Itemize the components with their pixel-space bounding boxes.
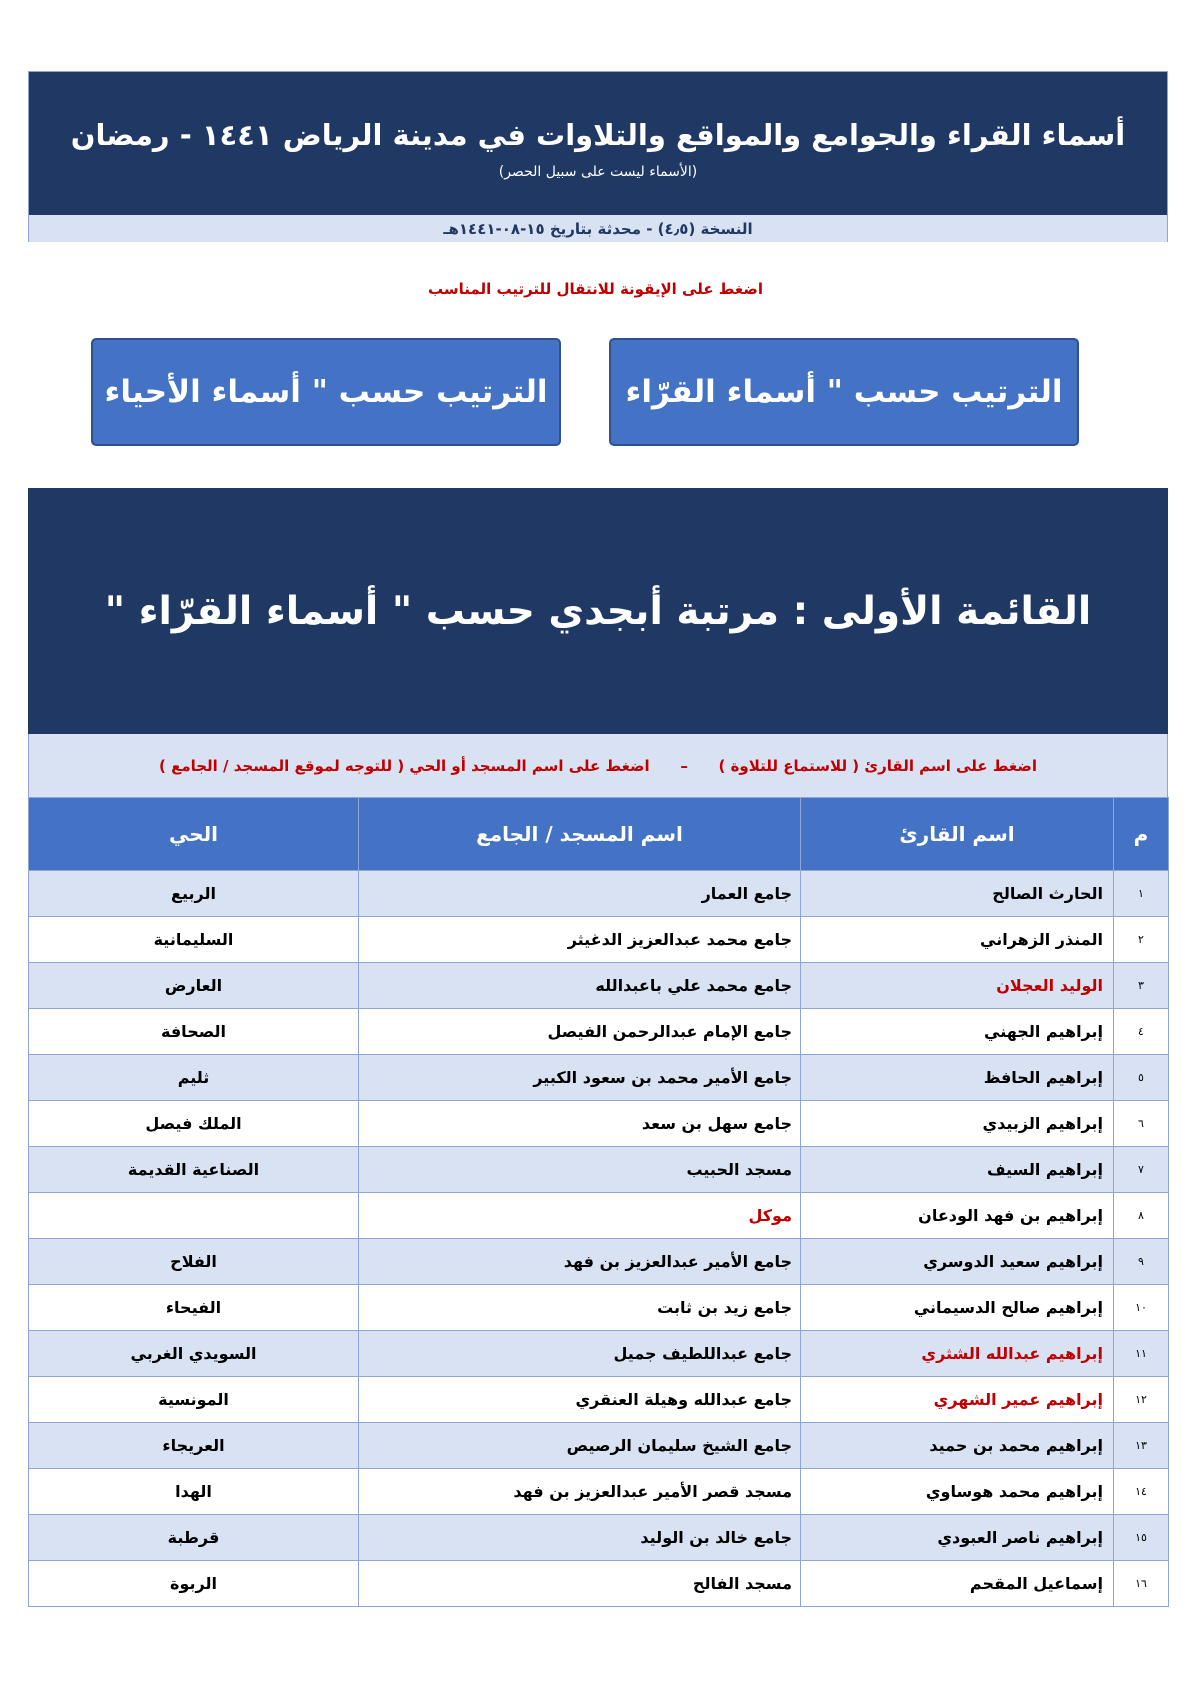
table-row — [29, 963, 1169, 1009]
row-number: ١٣ — [1114, 1423, 1169, 1469]
table-row — [29, 917, 1169, 963]
mosque-hint: اضغط على اسم المسجد أو الحي ( للتوجه لموقع المسجد / الجامع ) — [159, 756, 650, 775]
mosque-name[interactable]: جامع عبداللطيف جميل — [359, 1331, 801, 1377]
district-name[interactable]: قرطبة — [29, 1515, 359, 1561]
page-subtitle: (الأسماء ليست على سبيل الحصر) — [498, 163, 698, 180]
document-header — [28, 71, 1168, 242]
column-header-reader: اسم القارئ — [801, 798, 1114, 871]
district-name[interactable]: الفيحاء — [29, 1285, 359, 1331]
reader-name[interactable]: إبراهيم ناصر العبودي — [801, 1515, 1114, 1561]
mosque-name[interactable]: جامع عبدالله وهيلة العنقري — [359, 1377, 801, 1423]
row-number: ٣ — [1114, 963, 1169, 1009]
district-name[interactable]: السويدي الغربي — [29, 1331, 359, 1377]
mosque-name[interactable]: جامع الأمير عبدالعزيز بن فهد — [359, 1239, 801, 1285]
reader-name[interactable]: إبراهيم الزبيدي — [801, 1101, 1114, 1147]
district-name[interactable]: الملك فيصل — [29, 1101, 359, 1147]
reader-name[interactable]: إبراهيم محمد بن حميد — [801, 1423, 1114, 1469]
reader-hint: اضغط على اسم القارئ ( للاستماع للتلاوة ) — [718, 756, 1037, 775]
column-header-num: م — [1114, 798, 1169, 871]
row-number: ٩ — [1114, 1239, 1169, 1285]
mosque-name[interactable]: جامع سهل بن سعد — [359, 1101, 801, 1147]
reader-name[interactable]: الوليد العجلان — [801, 963, 1114, 1009]
district-name[interactable]: ثليم — [29, 1055, 359, 1101]
reader-name[interactable]: إبراهيم الحافظ — [801, 1055, 1114, 1101]
sort-by-readers-button[interactable]: الترتيب حسب " أسماء القرّاء — [609, 338, 1079, 446]
table-row — [29, 1239, 1169, 1285]
table-row — [29, 1469, 1169, 1515]
reader-name[interactable]: إبراهيم عبدالله الشثري — [801, 1331, 1114, 1377]
reader-name[interactable]: إبراهيم عمير الشهري — [801, 1377, 1114, 1423]
version-text: النسخة (٤٫٥) - محدثة بتاريخ ١٥-٠٨-١٤٤١هـ — [443, 219, 753, 238]
reader-name[interactable]: إبراهيم السيف — [801, 1147, 1114, 1193]
table-row — [29, 1285, 1169, 1331]
row-number: ٤ — [1114, 1009, 1169, 1055]
district-name[interactable]: الربوة — [29, 1561, 359, 1607]
table-row — [29, 1561, 1169, 1607]
table-row — [29, 1423, 1169, 1469]
row-number: ٦ — [1114, 1101, 1169, 1147]
mosque-name[interactable]: جامع الشيخ سليمان الرصيص — [359, 1423, 801, 1469]
column-header-mosque: اسم المسجد / الجامع — [359, 798, 801, 871]
hint-separator: – — [680, 756, 688, 775]
mosque-name[interactable]: جامع الأمير محمد بن سعود الكبير — [359, 1055, 801, 1101]
reader-name[interactable]: الحارث الصالح — [801, 871, 1114, 917]
row-number: ٢ — [1114, 917, 1169, 963]
district-name[interactable]: الصناعية القديمة — [29, 1147, 359, 1193]
reader-name[interactable]: إبراهيم صالح الدسيماني — [801, 1285, 1114, 1331]
table-row — [29, 1009, 1169, 1055]
mosque-name[interactable]: جامع زيد بن ثابت — [359, 1285, 801, 1331]
navigation-instruction: اضغط على الإيقونة للانتقال للترتيب المناسب — [428, 280, 763, 298]
version-bar — [29, 215, 1167, 242]
column-header-district: الحي — [29, 798, 359, 871]
district-name[interactable]: المونسية — [29, 1377, 359, 1423]
mosque-name[interactable]: جامع العمار — [359, 871, 801, 917]
readers-table — [28, 797, 1168, 1607]
page-title: أسماء القراء والجوامع والمواقع والتلاوات في مدينة الرياض ١٤٤١ - رمضان — [70, 117, 1126, 152]
table-header-row — [29, 798, 1169, 871]
table-row — [29, 871, 1169, 917]
reader-name[interactable]: المنذر الزهراني — [801, 917, 1114, 963]
district-name[interactable]: العارض — [29, 963, 359, 1009]
row-number: ١٢ — [1114, 1377, 1169, 1423]
reader-name[interactable]: إبراهيم محمد هوساوي — [801, 1469, 1114, 1515]
mosque-name[interactable]: مسجد قصر الأمير عبدالعزيز بن فهد — [359, 1469, 801, 1515]
row-number: ١٠ — [1114, 1285, 1169, 1331]
row-number: ٨ — [1114, 1193, 1169, 1239]
table-row — [29, 1193, 1169, 1239]
row-number: ١٥ — [1114, 1515, 1169, 1561]
row-number: ٥ — [1114, 1055, 1169, 1101]
district-name[interactable]: العريجاء — [29, 1423, 359, 1469]
list-title-banner — [28, 488, 1168, 734]
table-hints — [28, 734, 1168, 797]
mosque-name[interactable]: جامع محمد علي باعبدالله — [359, 963, 801, 1009]
mosque-name[interactable]: مسجد الفالح — [359, 1561, 801, 1607]
row-number: ٧ — [1114, 1147, 1169, 1193]
district-name[interactable]: الربيع — [29, 871, 359, 917]
header-banner — [29, 72, 1167, 215]
mosque-name[interactable]: مسجد الحبيب — [359, 1147, 801, 1193]
table-row — [29, 1101, 1169, 1147]
district-name[interactable]: الهدا — [29, 1469, 359, 1515]
table-row — [29, 1515, 1169, 1561]
mosque-name[interactable]: جامع محمد عبدالعزيز الدغيثر — [359, 917, 801, 963]
reader-name[interactable]: إبراهيم بن فهد الودعان — [801, 1193, 1114, 1239]
district-name[interactable]: السليمانية — [29, 917, 359, 963]
mosque-name[interactable]: جامع خالد بن الوليد — [359, 1515, 801, 1561]
row-number: ١١ — [1114, 1331, 1169, 1377]
table-row — [29, 1377, 1169, 1423]
reader-name[interactable]: إبراهيم سعيد الدوسري — [801, 1239, 1114, 1285]
district-name[interactable] — [29, 1193, 359, 1239]
row-number: ١٤ — [1114, 1469, 1169, 1515]
sort-by-districts-button[interactable]: الترتيب حسب " أسماء الأحياء — [91, 338, 561, 446]
row-number: ١٦ — [1114, 1561, 1169, 1607]
mosque-name[interactable]: جامع الإمام عبدالرحمن الفيصل — [359, 1009, 801, 1055]
list-title: القائمة الأولى : مرتبة أبجدي حسب " أسماء القرّاء " — [104, 588, 1092, 634]
district-name[interactable]: الفلاح — [29, 1239, 359, 1285]
row-number: ١ — [1114, 871, 1169, 917]
table-row — [29, 1331, 1169, 1377]
table-row — [29, 1055, 1169, 1101]
reader-name[interactable]: إبراهيم الجهني — [801, 1009, 1114, 1055]
mosque-name[interactable]: موكل — [359, 1193, 801, 1239]
table-row — [29, 1147, 1169, 1193]
district-name[interactable]: الصحافة — [29, 1009, 359, 1055]
reader-name[interactable]: إسماعيل المقحم — [801, 1561, 1114, 1607]
